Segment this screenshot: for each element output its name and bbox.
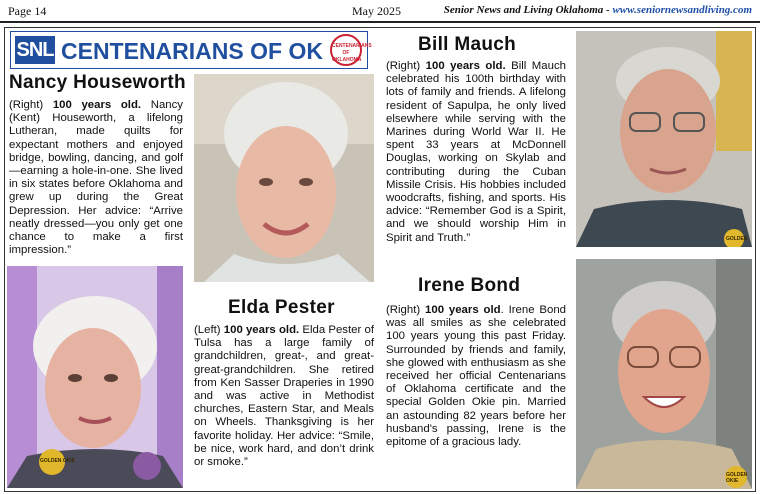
elda-text: Elda Pester of Tulsa has a large family of grandchildren, great-, and great-great-grandchildren. She retired from Ken Sasser Draperies in 1990 and was active in Methodist churches, Eastern Star, and Meals on Wheels. Thanksgiving is her favorite holiday. Her advice: “Smile, be nice, work hard, and don’t drink or smoke.” [194, 324, 374, 469]
irene-photo [576, 259, 752, 489]
seal-text: CENTENARIANS OF OKLAHOMA [332, 43, 372, 63]
section-title: CENTENARIANS OF OK [61, 38, 323, 64]
issue-date: May 2025 [352, 4, 401, 18]
elda-age: 100 years old. [223, 324, 300, 336]
nancy-portrait-icon [7, 266, 183, 488]
irene-portrait-icon [576, 259, 752, 489]
irene-lead: (Right) [386, 304, 426, 316]
bill-portrait-icon [576, 31, 752, 247]
website-link[interactable]: www.seniornewsandliving.com [612, 4, 752, 16]
elda-portrait-icon [194, 74, 374, 282]
nancy-article [9, 99, 183, 257]
bill-pin-text: GOLDEN [726, 236, 748, 242]
irene-name: Irene Bond [418, 275, 521, 296]
elda-name: Elda Pester [228, 297, 335, 318]
nancy-text: Nancy (Kent) Houseworth, a lifelong Lutheran, made quilts for expectant mothers and enjoyed bridge, bowling, dancing, and golf—earning a hole-in-one. She lived in six states before Oklahoma and grew up during the Great Depression. Her advice: “Arrive neatly dressed—you only get one chance to make a first impression.” [9, 99, 184, 257]
irene-pin-text: GOLDEN OKIE [726, 472, 748, 484]
snl-logo: SNL [15, 36, 55, 64]
bill-photo [576, 31, 752, 247]
elda-photo [194, 74, 374, 282]
irene-text: . Irene Bond was all smiles as she celebrated 100 years young this past Friday. Surrounded by friends and family, she glowed with enthusiasm as she received her official Centenarians of Oklahoma certificate and the special Golden Okie pin. Married an astounding 82 years before her husband's passing, Irene is the epitome of a gracious lady. [386, 304, 567, 449]
page-header [0, 0, 760, 22]
bill-name: Bill Mauch [418, 34, 517, 55]
header-rule [0, 21, 760, 23]
nancy-photo [7, 266, 183, 488]
bill-age: 100 years old. [425, 60, 506, 72]
page-number: Page 14 [8, 4, 47, 18]
nancy-pin-text: GOLDEN OKIE [40, 458, 76, 464]
bill-article [386, 60, 566, 245]
irene-age: 100 years old [425, 304, 501, 316]
centenarians-seal-icon [330, 34, 372, 66]
publication-line [444, 4, 752, 16]
nancy-lead: (Right) [9, 99, 53, 111]
publication-name: Senior News and Living Oklahoma - [443, 4, 613, 16]
bill-lead: (Right) [386, 60, 426, 72]
irene-article [386, 304, 566, 449]
section-banner [10, 31, 372, 69]
elda-lead: (Left) [194, 324, 224, 336]
nancy-age: 100 years old. [52, 99, 142, 111]
bill-text: Bill Mauch celebrated his 100th birthday with lots of family and friends. A lifelong resident of Sapulpa, he only lived elsewhere while serving with the Marines during World War II. He spent 33 years at McDonnell Douglas, working on Skylab and contributing during the Cuban Missile Crisis. His hobbies included woodcrafts, fishing, and sports. His advice: “Remember God is a Spirit, and we should worship Him in Spirit and Truth.” [386, 60, 566, 244]
nancy-name: Nancy Houseworth [9, 72, 186, 93]
elda-article [194, 324, 374, 469]
